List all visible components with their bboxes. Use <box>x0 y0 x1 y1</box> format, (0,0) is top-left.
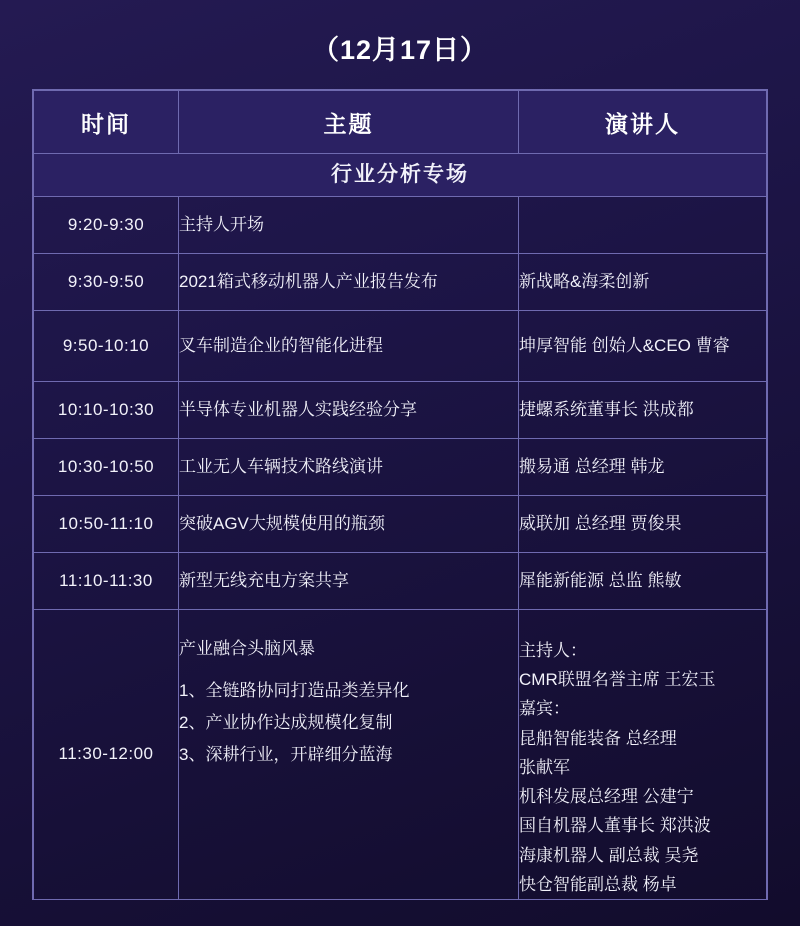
table-row <box>34 553 767 610</box>
page-title: （12月17日） <box>311 35 489 65</box>
table-row <box>34 382 767 439</box>
row-speaker: 犀能新能源 总监 熊敏 <box>519 553 767 610</box>
row-time: 9:30-9:50 <box>34 254 179 311</box>
row-time: 11:30-12:00 <box>34 610 179 900</box>
table-row <box>34 439 767 496</box>
row-speaker: 捷螺系统董事长 洪成都 <box>519 382 767 439</box>
row-topic: 新型无线充电方案共享 <box>179 553 519 610</box>
row-time: 10:10-10:30 <box>34 382 179 439</box>
table-row <box>34 496 767 553</box>
row-speaker: 坤厚智能 创始人&CEO 曹睿 <box>519 311 767 382</box>
row-time: 11:10-11:30 <box>34 553 179 610</box>
row-topic: 2021箱式移动机器人产业报告发布 <box>179 254 519 311</box>
panel-speaker-line: 昆船智能装备 总经理 <box>519 728 677 748</box>
row-speaker <box>519 610 767 900</box>
table-body <box>34 154 767 900</box>
section-label: 行业分析专场 <box>34 154 767 197</box>
row-time: 10:50-11:10 <box>34 496 179 553</box>
section-header-row <box>34 154 767 197</box>
row-topic <box>179 610 519 900</box>
column-header-speaker: 演讲人 <box>519 91 767 154</box>
row-speaker: 搬易通 总经理 韩龙 <box>519 439 767 496</box>
panel-topic-item: 1、全链路协同打造品类差异化 <box>179 681 410 701</box>
row-topic: 半导体专业机器人实践经验分享 <box>179 382 519 439</box>
panel-speaker-line: 嘉宾： <box>519 699 570 719</box>
row-time: 9:20-9:30 <box>34 197 179 254</box>
panel-speaker-line: 主持人： <box>519 641 587 660</box>
row-time: 9:50-10:10 <box>34 311 179 382</box>
schedule-table-container <box>32 89 768 900</box>
panel-topic-title: 产业融合头脑风暴 <box>179 639 315 658</box>
table-header-row <box>34 91 767 154</box>
row-topic: 主持人开场 <box>179 197 519 254</box>
panel-speaker-list <box>519 636 766 899</box>
panel-speaker-line: 机科发展总经理 公建宁 <box>519 787 694 807</box>
row-speaker <box>519 197 767 254</box>
schedule-table <box>33 90 767 900</box>
row-speaker: 威联加 总经理 贾俊果 <box>519 496 767 553</box>
table-row <box>34 311 767 382</box>
panel-topic-item: 3、深耕行业，开辟细分蓝海 <box>179 744 393 764</box>
row-topic: 叉车制造企业的智能化进程 <box>179 311 519 382</box>
panel-topic-list <box>179 676 518 769</box>
row-topic: 工业无人车辆技术路线演讲 <box>179 439 519 496</box>
row-topic: 突破AGV大规模使用的瓶颈 <box>179 496 519 553</box>
column-header-topic: 主题 <box>179 91 519 154</box>
row-time: 10:30-10:50 <box>34 439 179 496</box>
panel-speaker-line: 张献军 <box>519 757 570 777</box>
table-row <box>34 254 767 311</box>
panel-speaker-line: 国自机器人董事长 郑洪波 <box>519 816 711 836</box>
panel-speaker-line: CMR联盟名誉主席 王宏玉 <box>519 670 716 690</box>
panel-speaker-line: 快仓智能副总裁 杨卓 <box>519 874 677 894</box>
column-header-time: 时间 <box>34 91 179 154</box>
panel-speaker-line: 海康机器人 副总裁 吴尧 <box>519 845 699 865</box>
panel-topic-item: 2、产业协作达成规模化复制 <box>179 713 393 733</box>
row-speaker: 新战略&海柔创新 <box>519 254 767 311</box>
table-row-panel-discussion <box>34 610 767 900</box>
table-row <box>34 197 767 254</box>
table-header <box>34 91 767 154</box>
